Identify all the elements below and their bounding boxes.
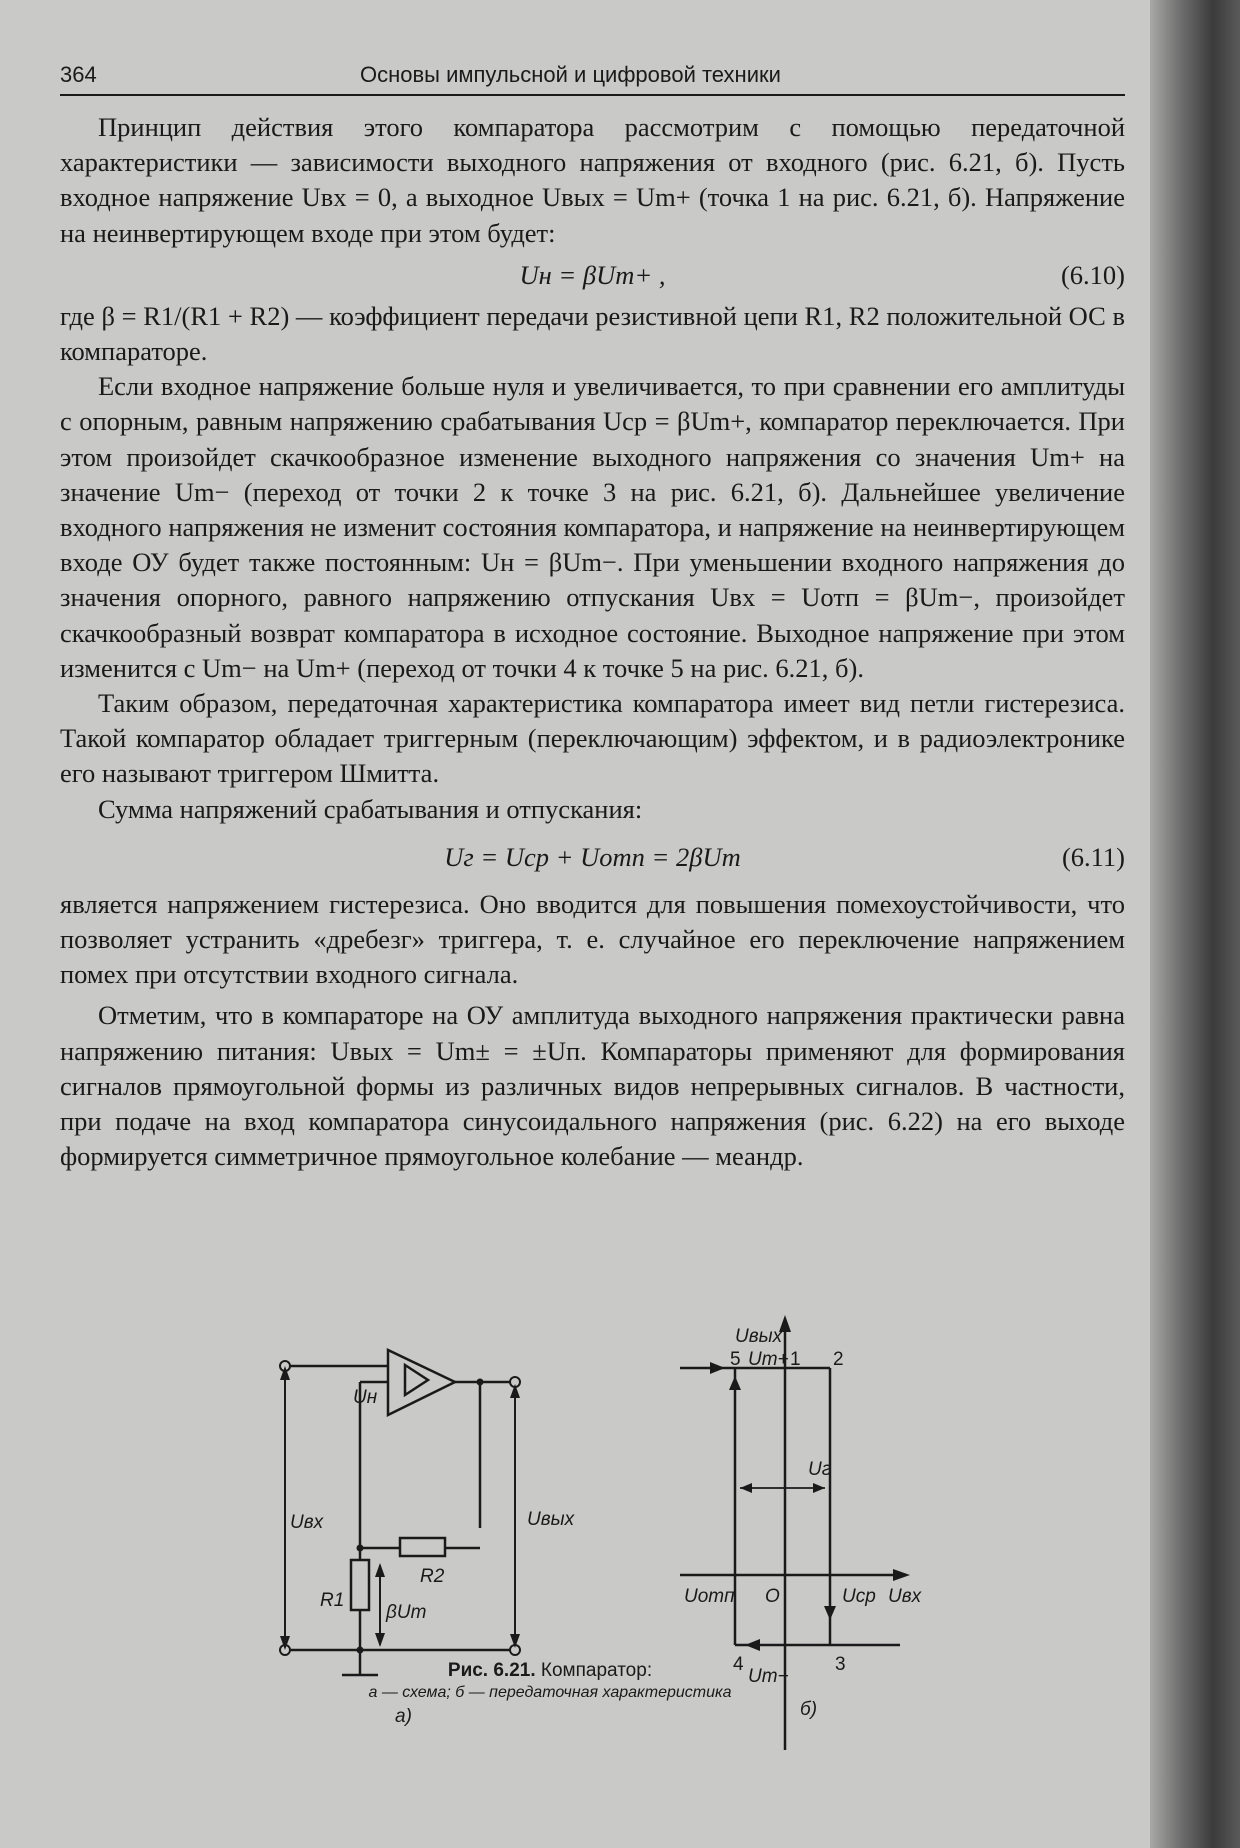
label-r2: R2 bbox=[420, 1566, 445, 1587]
label-x-axis: Uвх bbox=[888, 1586, 922, 1607]
point-5: 5 bbox=[730, 1349, 741, 1370]
caption-subtitle: а — схема; б — передаточная характеристика bbox=[368, 1684, 732, 1701]
sublabel-a: а) bbox=[395, 1706, 412, 1727]
resistor-r1 bbox=[351, 1560, 369, 1610]
label-u-otp: Uотп bbox=[684, 1586, 735, 1607]
label-u-n: Uн bbox=[353, 1387, 378, 1408]
point-2: 2 bbox=[833, 1349, 844, 1370]
point-1: 1 bbox=[790, 1349, 801, 1370]
paragraph-5: Сумма напряжений срабатывания и отпускания: bbox=[98, 793, 643, 824]
caption-label: Рис. 6.21. bbox=[447, 1660, 536, 1681]
body-text bbox=[60, 110, 1125, 1174]
equation-number: (6.10) bbox=[1060, 259, 1125, 290]
label-u-in: Uвх bbox=[290, 1512, 324, 1533]
label-r1: R1 bbox=[320, 1590, 345, 1611]
page-header bbox=[60, 60, 1125, 96]
resistor-r2 bbox=[400, 1538, 445, 1556]
op-amp-symbol bbox=[388, 1350, 455, 1415]
equation-6-11 bbox=[60, 833, 1125, 881]
paragraph-2: где β = R1/(R1 + R2) — коэффициент передачи резистивной цепи R1, R2 положительной ОС в компараторе. bbox=[60, 300, 1125, 367]
paragraph-3: Если входное напряжение больше нуля и увеличивается, то при сравнении его амплитуды с опорным, равным напряжению срабатывания Uср = βUm+, компаратор переключается. При этом произойдет скачкообразное изменение выходного напряжения со значения Um+ на значение Um− (переход от точки 2 к точке 3 на рис. 6.21, б). Дальнейшее увеличение входного напряжения не изменит состояния компаратора, и напряжение на неинвертирующем входе ОУ будет также постоянным: Uн = βUm−. При уменьшении входного напряжения до значения опорного, равного напряжению отпускания Uвх = Uотп = βUm−, произойдет скачкообразный возврат компаратора в исходное состояние. Выходное напряжение при этом изменится с Um− на Um+ (переход от точки 4 к точке 5 на рис. 6.21, б). bbox=[60, 371, 1125, 683]
page-number: 364 bbox=[60, 62, 97, 87]
label-origin: O bbox=[765, 1586, 780, 1607]
label-y-axis: Uвых bbox=[735, 1326, 783, 1347]
label-um-minus: Um− bbox=[748, 1666, 789, 1687]
equation-formula: Uн = βUm+ , bbox=[519, 259, 666, 290]
label-u-sr: Uср bbox=[842, 1586, 876, 1607]
equation-number: (6.11) bbox=[1061, 841, 1125, 872]
label-um-plus: Um+ bbox=[748, 1349, 789, 1370]
label-beta-um: βUm bbox=[386, 1602, 427, 1623]
book-binding-shadow bbox=[1150, 0, 1240, 1848]
point-4: 4 bbox=[733, 1654, 744, 1675]
equation-formula: Uг = Uср + Uотп = 2βUm bbox=[444, 841, 741, 872]
label-ug: Uг bbox=[808, 1459, 832, 1480]
label-u-out: Uвых bbox=[527, 1509, 575, 1530]
point-3: 3 bbox=[835, 1654, 846, 1675]
running-title: Основы импульсной и цифровой техники bbox=[360, 62, 781, 87]
paragraph-7: Отметим, что в компараторе на ОУ амплитуда выходного напряжения практически равна напряжению питания: Uвых = Um± = ±Uп. Компараторы применяют для формирования сигналов прямоугольной формы из различных видов непрерывных сигналов. В частности, при подаче на вход компаратора синусоидального напряжения (рис. 6.22) на его выходе формируется симметричное прямоугольное колебание — меандр. bbox=[60, 1000, 1125, 1172]
sublabel-b: б) bbox=[800, 1699, 818, 1720]
equation-6-10 bbox=[60, 251, 1125, 299]
caption-title: Компаратор: bbox=[540, 1660, 653, 1681]
figure-caption bbox=[0, 1660, 1100, 1702]
paragraph-4: Таким образом, передаточная характеристика компаратора имеет вид петли гистерезиса. Такой компаратор обладает триггерным (переключающим) эффектом, и в радиоэлектронике его называют триггером Шмитта. bbox=[60, 688, 1125, 789]
paragraph-6: является напряжением гистерезиса. Оно вводится для повышения помехоустойчивости, что позволяет устранить «дребезг» триггера, т. е. случайное его переключение напряжением помех при отсутствии входного сигнала. bbox=[60, 888, 1125, 990]
paragraph-1: Принцип действия этого компаратора рассмотрим с помощью передаточной характеристики — зависимости выходного напряжения от входного (рис. 6.21, б). Пусть входное напряжение Uвх = 0, а выходное Uвых = Um+ (точка 1 на рис. 6.21, б). Напряжение на неинвертирующем входе при этом будет: bbox=[60, 112, 1125, 248]
